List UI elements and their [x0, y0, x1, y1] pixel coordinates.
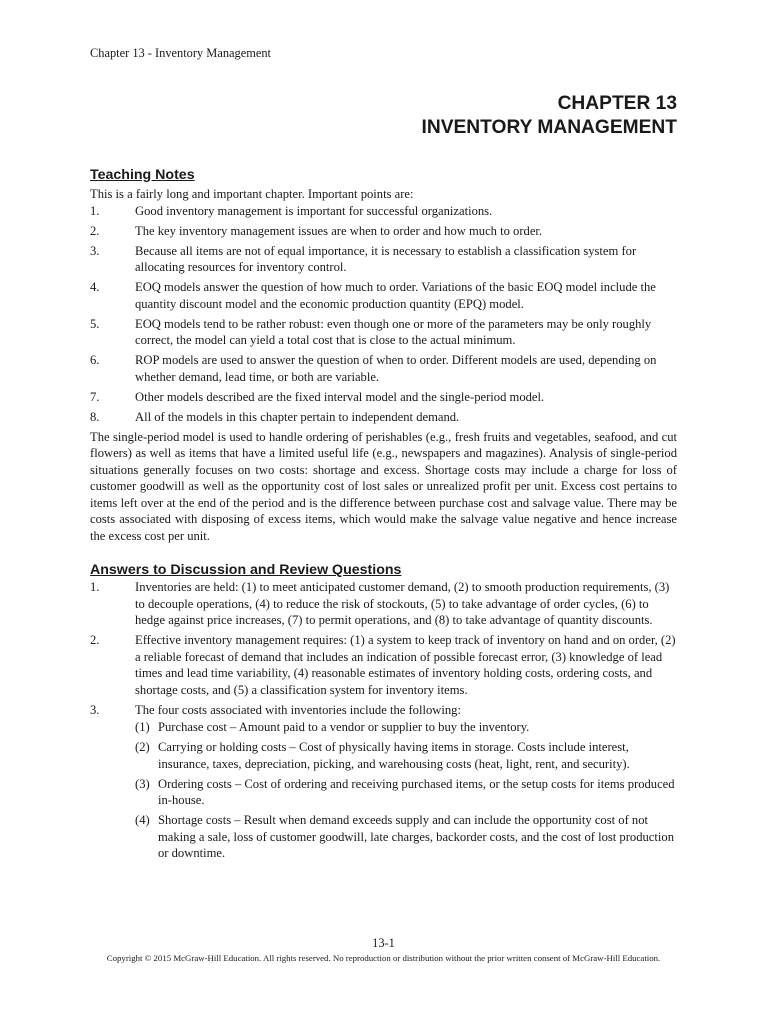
item-number: 2. — [90, 633, 100, 647]
list-item — [90, 389, 677, 406]
item-text: Carrying or holding costs – Cost of physically having items in storage. Costs include interest, insurance, taxes, depreciation, picking, and warehousing costs (heat, light, rent, and security). — [158, 740, 630, 771]
item-number: 4. — [90, 280, 100, 294]
chapter-number: CHAPTER 13 — [557, 93, 677, 114]
list-item — [90, 632, 677, 698]
teaching-notes-list — [90, 203, 677, 426]
page-number: 13-1 — [372, 936, 395, 950]
list-item — [135, 719, 677, 736]
item-text: Other models described are the fixed interval model and the single-period model. — [135, 389, 545, 404]
item-text: Inventories are held: (1) to meet anticipated customer demand, (2) to smooth production requirements, (3) to decouple operations, (4) to reduce the risk of stockouts, (5) to take advantage of order cycles, (6) to hedge against price increases, (7) to permit operations, and (8) to take advantage of quantity discounts. — [135, 580, 670, 627]
item-number: 8. — [90, 409, 100, 424]
page-footer — [90, 936, 677, 964]
list-item — [90, 579, 677, 629]
item-number: 3. — [90, 702, 100, 717]
teaching-notes-heading: Teaching Notes — [90, 167, 195, 183]
item-text: Because all items are not of equal importance, it is necessary to establish a classification system for allocating resources for inventory control. — [135, 243, 637, 274]
item-number: 6. — [90, 353, 100, 367]
list-item — [135, 812, 677, 862]
item-text: The key inventory management issues are when to order and how much to order. — [135, 223, 543, 238]
list-item — [135, 776, 677, 809]
teaching-notes-intro: This is a fairly long and important chapter. Important points are: — [90, 187, 414, 201]
inventory-costs-list — [135, 719, 677, 862]
item-number: 3. — [90, 243, 100, 258]
list-item — [90, 223, 677, 240]
item-text: Purchase cost – Amount paid to a vendor or supplier to buy the inventory. — [158, 720, 530, 734]
list-item — [135, 739, 677, 772]
running-head: Chapter 13 - Inventory Management — [90, 46, 271, 60]
single-period-paragraph: The single-period model is used to handle ordering of perishables (e.g., fresh fruits and vegetables, seafood, and cut flowers) as well as items that have a limited useful life (e.g., newspapers and magazines). Analysis of single-period situations generally focuses on two costs: shortage and excess. Shortage costs may include a charge for loss of customer goodwill as well as the opportunity cost of lost sales or unrealized profit per unit. Excess cost pertains to items left over at the end of the period and is the difference between purchase cost and salvage value. There may be costs associated with disposing of excess items, which would make the salvage value negative and hence increase the excess cost per unit. — [90, 429, 677, 543]
list-item — [90, 203, 677, 220]
item-text: ROP models are used to answer the question of when to order. Different models are used, depending on whether demand, lead time, or both are variable. — [135, 353, 657, 384]
chapter-title — [90, 92, 677, 140]
list-item — [90, 316, 677, 349]
item-number: 7. — [90, 389, 100, 404]
item-text: The four costs associated with inventories include the following: — [135, 702, 461, 717]
chapter-name: INVENTORY MANAGEMENT — [421, 117, 677, 138]
copyright-notice: Copyright © 2015 McGraw-Hill Education. All rights reserved. No reproduction or distribution without the prior written consent of McGraw-Hill Education. — [106, 953, 661, 963]
item-number: (2) — [135, 740, 150, 754]
item-text: Ordering costs – Cost of ordering and receiving purchased items, or the setup costs for items produced in-house. — [158, 776, 675, 807]
answers-list — [90, 579, 677, 862]
list-item — [90, 352, 677, 385]
list-item — [90, 243, 677, 276]
item-text: All of the models in this chapter pertain to independent demand. — [135, 409, 460, 424]
item-number: 1. — [90, 203, 100, 218]
item-number: (3) — [135, 776, 150, 791]
answers-section — [90, 561, 677, 862]
item-text: Effective inventory management requires: (1) a system to keep track of inventory on hand and on order, (2) a reliable forecast of demand that includes an indication of possible forecast error, (3) knowledge of lead times and lead time variability, (4) reasonable estimates of inventory holding costs, ordering costs, and shortage costs, and (5) a classification system for inventory items. — [135, 633, 676, 697]
item-text: Good inventory management is important for successful organizations. — [135, 203, 493, 218]
item-number: (1) — [135, 720, 150, 734]
answers-heading: Answers to Discussion and Review Questions — [90, 562, 402, 578]
list-item — [90, 702, 677, 862]
list-item — [90, 279, 677, 312]
item-text: Shortage costs – Result when demand exceeds supply and can include the opportunity cost of not making a sale, loss of customer goodwill, late charges, backorder costs, and the cost of lost production or downtime. — [158, 813, 674, 860]
item-number: 5. — [90, 316, 100, 331]
item-text: EOQ models answer the question of how much to order. Variations of the basic EOQ model include the quantity discount model and the economic production quantity (EPQ) model. — [135, 280, 656, 311]
teaching-notes-section — [90, 166, 677, 544]
item-text: EOQ models tend to be rather robust: even though one or more of the parameters may be only roughly correct, the model can yield a total cost that is close to the actual minimum. — [135, 316, 652, 347]
item-number: 2. — [90, 223, 100, 238]
item-number: (4) — [135, 813, 150, 827]
list-item — [90, 409, 677, 426]
item-number: 1. — [90, 580, 100, 594]
